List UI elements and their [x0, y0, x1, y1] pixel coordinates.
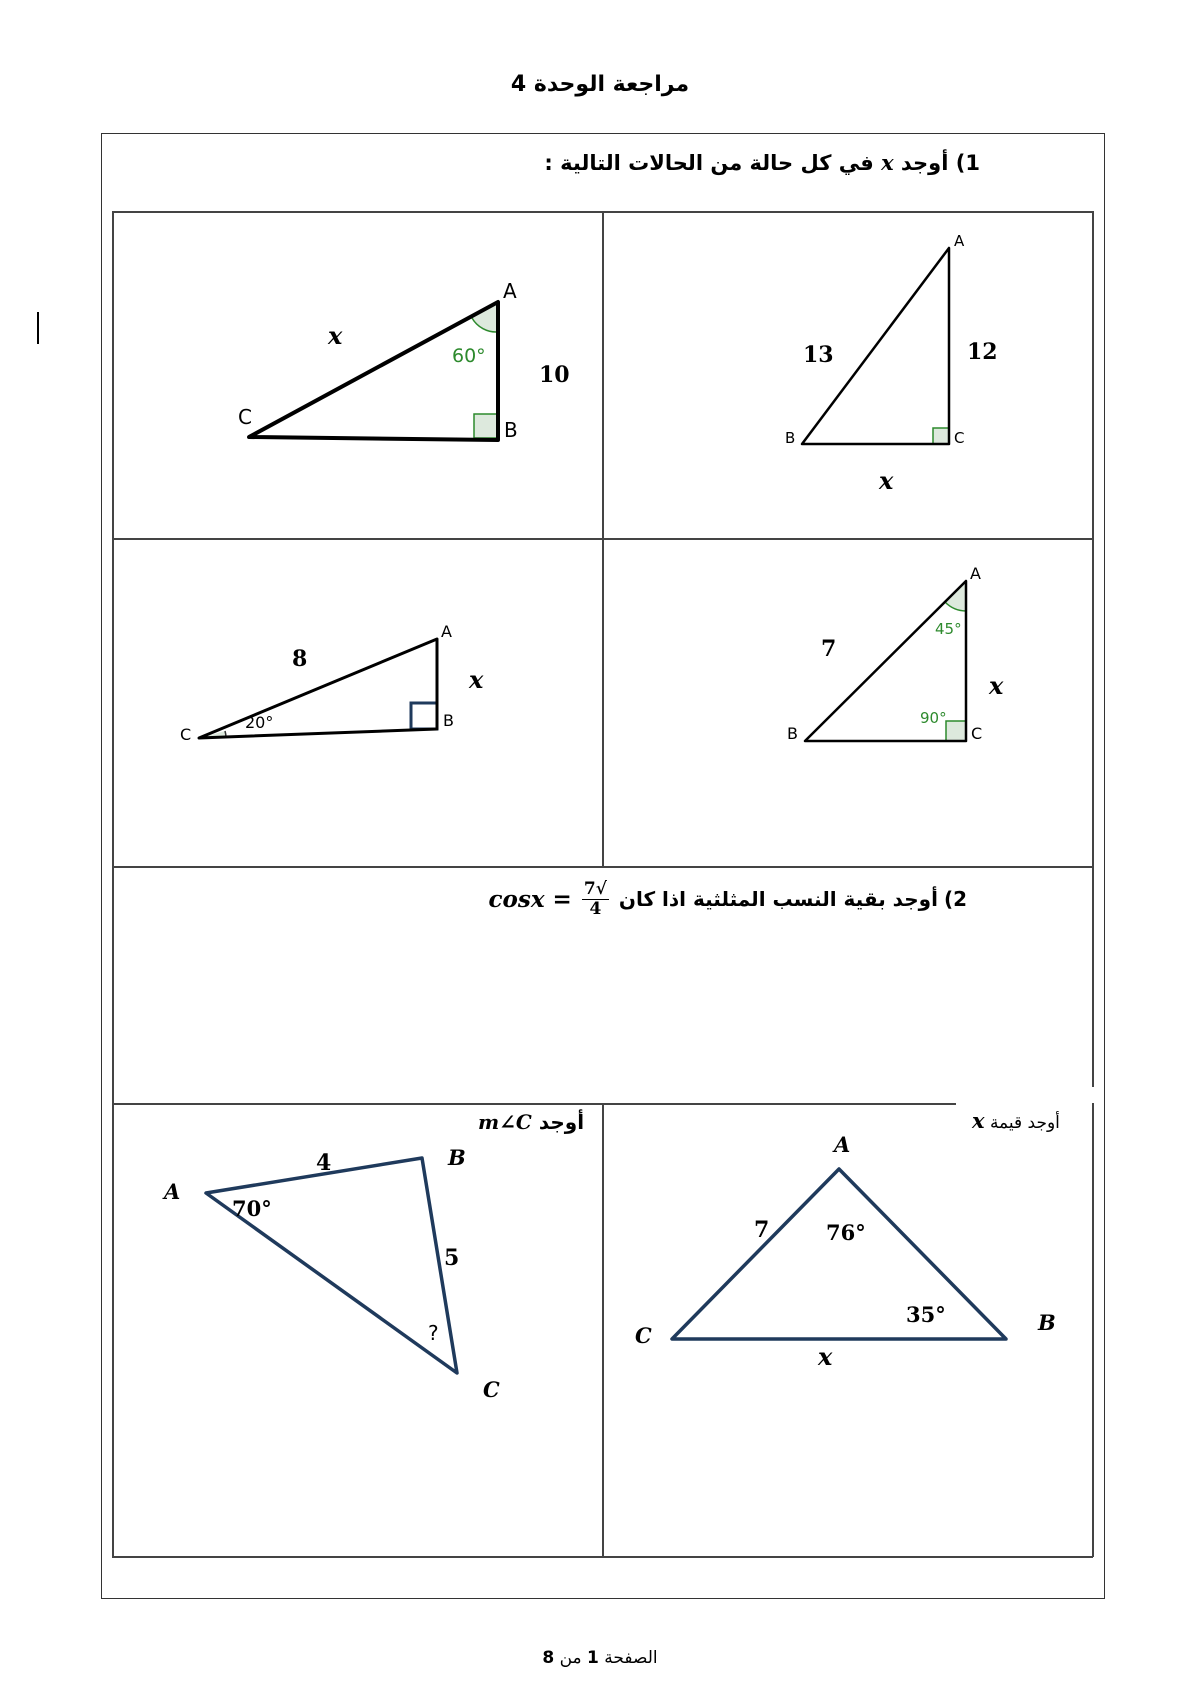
angle-label: 45°	[935, 620, 962, 638]
vertex-label: C	[635, 1323, 652, 1348]
angle-label: 76°	[826, 1220, 866, 1245]
vertex-label: B	[443, 711, 454, 730]
vertex-label: A	[834, 1132, 851, 1157]
side-label: 10	[539, 362, 570, 388]
side-label: 4	[316, 1150, 332, 1176]
angle-label: 90°	[920, 709, 947, 727]
angle-label: 35°	[906, 1302, 946, 1327]
vertex-label: C	[180, 725, 192, 744]
angle-label: ?	[428, 1321, 439, 1345]
question-3-text: أوجد	[538, 1110, 585, 1134]
side-label: x	[879, 466, 894, 495]
question-1-text-after: في كل حالة من الحالات التالية :	[544, 151, 874, 175]
angle-marker	[472, 302, 498, 332]
triangle-6-shape	[672, 1169, 1006, 1339]
triangle-5-shape	[206, 1158, 460, 1373]
vertex-label: C	[238, 405, 252, 429]
vertex-label: B	[448, 1145, 466, 1170]
question-4-variable: x	[972, 1108, 985, 1133]
vertex-label: A	[970, 564, 981, 583]
vertex-label: C	[483, 1377, 500, 1402]
side-label: 12	[967, 339, 998, 365]
right-angle-marker	[946, 721, 966, 741]
angle-label: 60°	[452, 345, 486, 367]
side-label: 7	[821, 636, 837, 662]
footer-page: 1	[587, 1648, 599, 1668]
triangle-4	[787, 564, 1004, 743]
page-footer	[0, 1648, 1200, 1668]
right-angle-marker	[411, 703, 437, 729]
triangle-5	[162, 1145, 500, 1402]
triangle-2	[785, 232, 998, 495]
question-2-number: 2)	[943, 887, 967, 912]
triangle-6	[635, 1132, 1056, 1371]
triangle-1	[238, 279, 570, 442]
side-label: 5	[444, 1245, 460, 1271]
triangle-3	[180, 622, 484, 744]
question-4-text: أوجد قيمة	[989, 1113, 1060, 1133]
vertex-label: C	[954, 429, 965, 447]
footer-total: 8	[542, 1648, 555, 1668]
page-title: مراجعة الوحدة 4	[510, 72, 690, 97]
question-1-number: 1)	[955, 151, 980, 175]
side-label: x	[328, 321, 343, 350]
question-2-text: أوجد بقية النسب المثلثية اذا كان	[618, 887, 938, 912]
side-label: x	[989, 671, 1004, 700]
question-1-variable: x	[881, 150, 894, 175]
vertex-label: B	[787, 724, 798, 743]
vertex-label: A	[441, 622, 452, 641]
triangle-1-shape	[249, 302, 498, 440]
footer-prefix: الصفحة	[604, 1648, 658, 1668]
vertex-label: A	[164, 1179, 181, 1204]
angle-label: 70°	[232, 1196, 272, 1221]
side-label: x	[818, 1342, 833, 1371]
fraction-denominator: 4	[589, 898, 602, 919]
question-3-expr: m∠C	[478, 1110, 532, 1134]
side-label: 13	[803, 342, 834, 368]
right-angle-marker	[933, 428, 949, 444]
angle-label: 20°	[245, 713, 274, 732]
fraction-numerator: √7	[583, 879, 607, 899]
vertex-label: A	[503, 279, 517, 303]
triangle-3-shape	[199, 639, 437, 738]
vertex-label: B	[785, 429, 796, 447]
side-label: 7	[754, 1217, 770, 1243]
cos-expression: cosx =	[488, 885, 572, 913]
right-angle-marker	[474, 414, 498, 438]
side-label: 8	[292, 646, 308, 672]
question-1-text-before: أوجد	[900, 151, 949, 175]
footer-middle: من	[559, 1648, 582, 1668]
side-label: x	[469, 665, 484, 694]
vertex-label: A	[954, 232, 965, 250]
vertex-label: B	[1038, 1310, 1056, 1335]
vertex-label: B	[504, 418, 518, 442]
vertex-label: C	[971, 724, 983, 743]
